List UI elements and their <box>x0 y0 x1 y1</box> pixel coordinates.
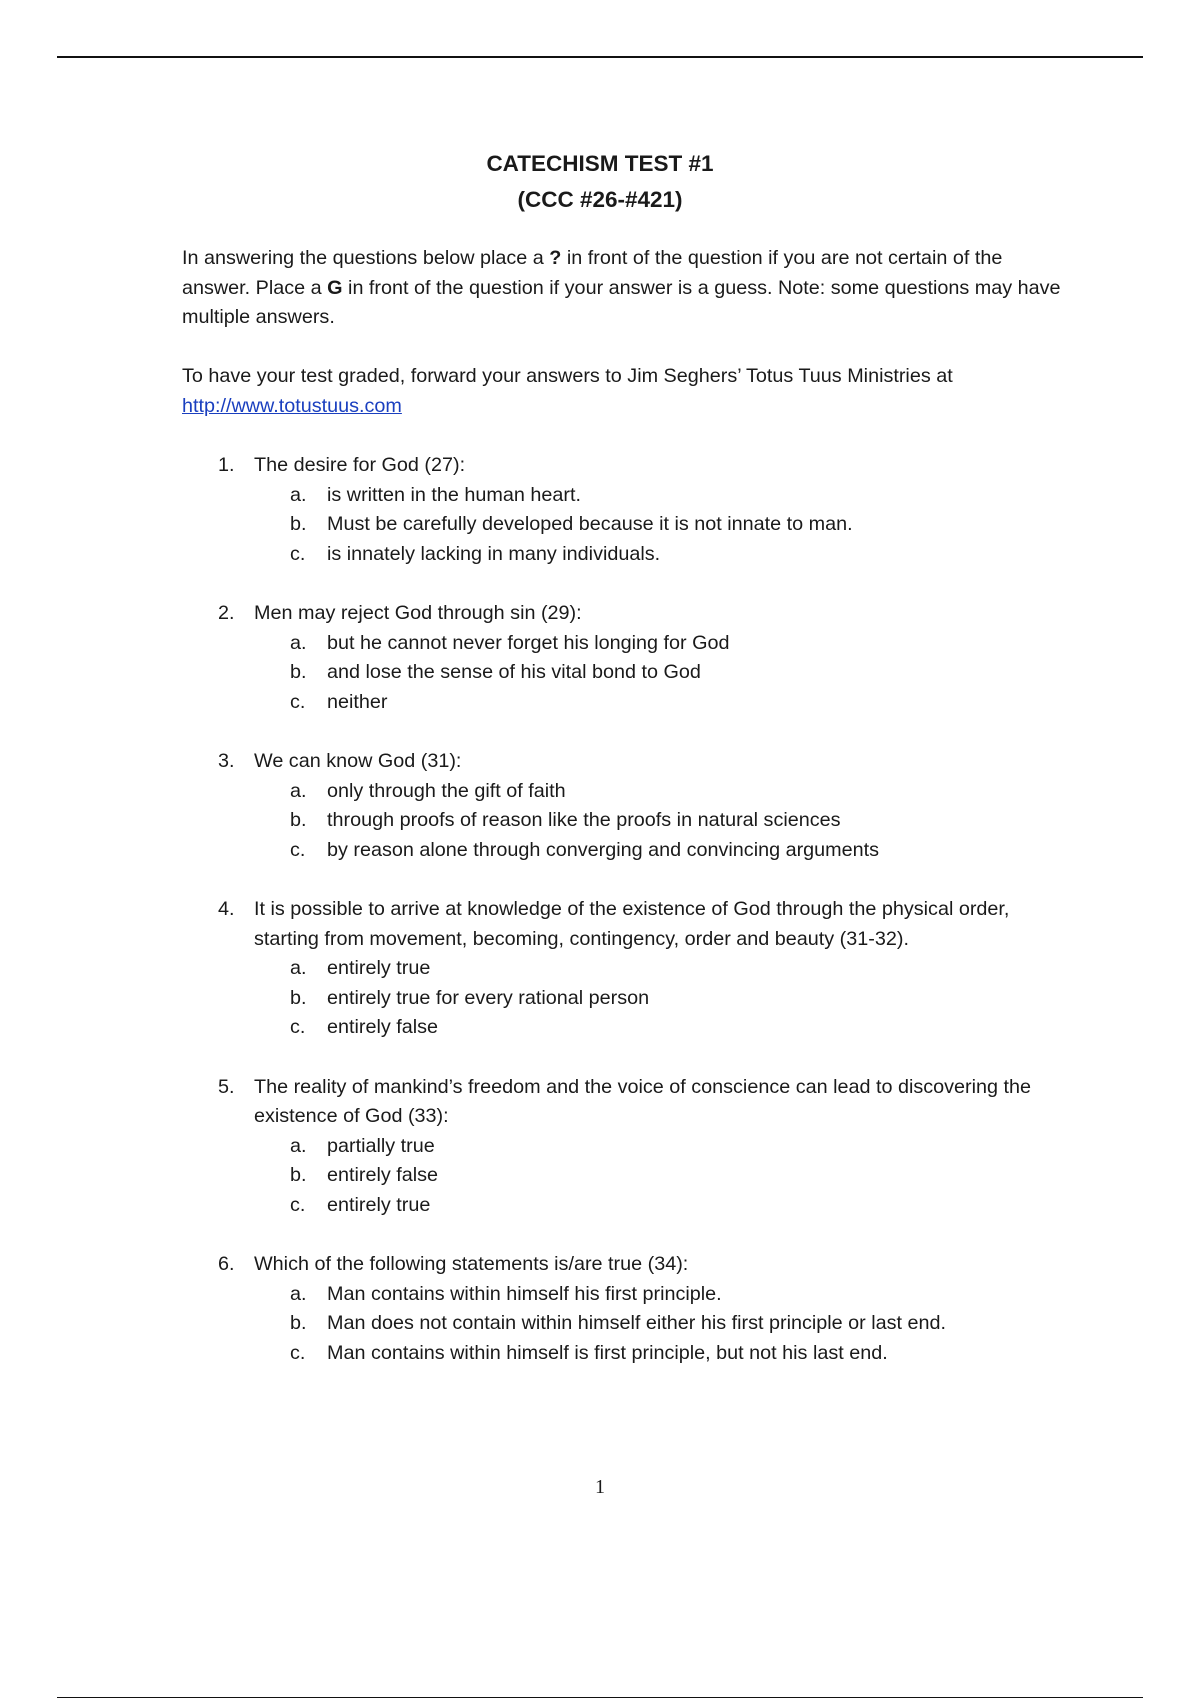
page-number: 1 <box>595 1476 605 1498</box>
option-text: entirely true <box>327 957 431 980</box>
question-number: 3. <box>218 750 235 773</box>
option-5c <box>254 1191 1062 1221</box>
document-subtitle: (CCC #26-#421) <box>517 187 683 212</box>
question-text: Men may reject God through sin (29): <box>254 602 582 625</box>
option-4c <box>254 1013 1062 1043</box>
question-4 <box>182 895 1062 1043</box>
document-body <box>182 244 1062 1398</box>
option-letter: c. <box>290 1016 306 1039</box>
option-5a <box>254 1132 1062 1162</box>
option-text: entirely true <box>327 1194 431 1216</box>
option-text: by reason alone through converging and convincing arguments <box>327 838 880 861</box>
option-letter: a. <box>290 957 307 980</box>
option-text: entirely false <box>327 1016 439 1039</box>
unsure-mark: ? <box>549 247 562 269</box>
option-text: entirely true for every rational person <box>327 986 650 1009</box>
option-3a <box>254 777 1062 807</box>
question-2 <box>182 599 1062 717</box>
ministry-link[interactable]: http://www.totustuus.com <box>182 394 402 417</box>
option-letter: b. <box>290 661 307 684</box>
grading-text: To have your test graded, forward your answers to Jim Seghers’ Totus Tuus Ministries at <box>182 365 953 388</box>
instructions-text-3: in front of the question if your answer is a guess. Note: some questions may have multiple answers. <box>182 276 1061 329</box>
option-list <box>254 629 1062 718</box>
option-list <box>254 1280 1062 1369</box>
option-text: only through the gift of faith <box>327 779 566 802</box>
grading-paragraph <box>182 362 1062 421</box>
option-2c <box>254 688 1062 718</box>
option-text: partially true <box>327 1134 435 1157</box>
question-1 <box>182 451 1062 569</box>
option-letter: b. <box>290 1312 307 1335</box>
instructions-text-1: In answering the questions below place a <box>182 247 550 269</box>
option-2b <box>254 658 1062 688</box>
option-letter: b. <box>290 513 307 536</box>
option-text: and lose the sense of his vital bond to God <box>327 661 701 684</box>
question-list <box>182 451 1062 1368</box>
option-6c <box>254 1339 1062 1369</box>
option-letter: a. <box>290 631 307 654</box>
option-letter: a. <box>290 1134 307 1157</box>
instructions-text-2: in front of the question if you are not certain of the answer. Place a <box>182 247 1003 299</box>
option-2a <box>254 629 1062 659</box>
question-text: We can know God (31): <box>254 750 462 773</box>
option-text: but he cannot never forget his longing for God <box>327 631 730 654</box>
question-number: 4. <box>218 898 235 921</box>
title-block <box>0 146 1200 218</box>
option-letter: c. <box>290 542 306 565</box>
option-6a <box>254 1280 1062 1310</box>
option-text: Must be carefully developed because it is not innate to man. <box>327 513 853 536</box>
option-letter: b. <box>290 1164 307 1187</box>
option-letter: b. <box>290 986 307 1009</box>
question-text: Which of the following statements is/are true (34): <box>254 1253 689 1276</box>
question-5 <box>182 1073 1062 1221</box>
option-text: Man does not contain within himself either his first principle or last end. <box>327 1312 947 1335</box>
question-number: 6. <box>218 1253 235 1276</box>
option-list <box>254 481 1062 570</box>
question-3 <box>182 747 1062 865</box>
top-rule <box>57 56 1143 58</box>
option-letter: c. <box>290 1194 306 1216</box>
option-letter: a. <box>290 1282 307 1305</box>
question-number: 5. <box>218 1075 235 1098</box>
question-text: The reality of mankind’s freedom and the voice of conscience can lead to discovering the existence of God (33): <box>254 1075 1032 1128</box>
question-number: 1. <box>218 454 235 477</box>
bottom-rule <box>57 1697 1143 1698</box>
option-text: through proofs of reason like the proofs in natural sciences <box>327 809 841 832</box>
option-list <box>254 777 1062 866</box>
option-1c <box>254 540 1062 570</box>
option-list <box>254 1132 1062 1221</box>
option-letter: a. <box>290 779 307 802</box>
question-text: It is possible to arrive at knowledge of the existence of God through the physical order, starting from movement, becoming, contingency, order and beauty (31-32). <box>254 898 1010 950</box>
option-list <box>254 954 1062 1043</box>
guess-mark: G <box>327 276 343 299</box>
question-number: 2. <box>218 602 235 625</box>
option-4a <box>254 954 1062 984</box>
option-letter: b. <box>290 809 307 832</box>
option-text: entirely false <box>327 1164 439 1187</box>
option-6b <box>254 1309 1062 1339</box>
option-text: is innately lacking in many individuals. <box>327 542 661 565</box>
option-1a <box>254 481 1062 511</box>
option-4b <box>254 984 1062 1014</box>
option-letter: a. <box>290 483 307 506</box>
option-text: is written in the human heart. <box>327 483 581 506</box>
option-3c <box>254 836 1062 866</box>
question-text: The desire for God (27): <box>254 454 466 477</box>
document-title: CATECHISM TEST #1 <box>486 151 714 176</box>
option-letter: c. <box>290 1341 306 1364</box>
option-text: Man contains within himself is first principle, but not his last end. <box>327 1341 888 1364</box>
option-5b <box>254 1161 1062 1191</box>
option-letter: c. <box>290 690 306 713</box>
option-1b <box>254 510 1062 540</box>
option-text: neither <box>327 690 388 713</box>
option-text: Man contains within himself his first principle. <box>327 1282 722 1305</box>
option-3b <box>254 806 1062 836</box>
question-6 <box>182 1250 1062 1368</box>
option-letter: c. <box>290 838 306 861</box>
instructions-paragraph <box>182 244 1062 333</box>
